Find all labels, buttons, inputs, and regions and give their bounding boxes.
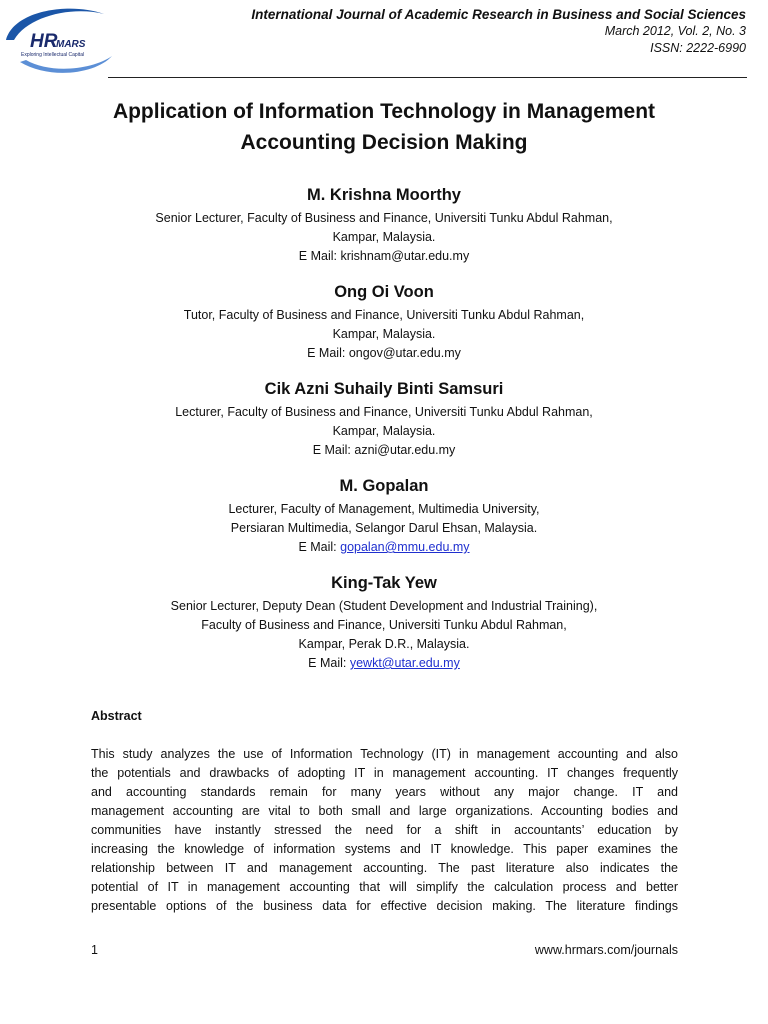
author-name: M. Gopalan [339,477,429,495]
author-block [40,475,728,557]
author-email: krishnam@utar.edu.my [340,249,470,263]
author-email-line [40,247,728,266]
author-affiliation-line: Tutor, Faculty of Business and Finance, Universiti Tunku Abdul Rahman, [183,308,585,322]
header-divider [108,77,747,78]
author-block [40,184,728,266]
abstract-line: increasing the knowledge of information systems and IT knowledge. This paper examines the [91,842,678,856]
author-email-line [40,654,728,673]
email-label: E Mail: [308,656,350,670]
abstract-line: management accounting are vital to both small and large organizations. Accounting bodies and [91,804,678,818]
author-affiliation-line: Kampar, Malaysia. [332,230,436,244]
journal-issue: March 2012, Vol. 2, No. 3 [604,24,746,38]
author-affiliation-line: Persiaran Multimedia, Selangor Darul Ehsan, Malaysia. [230,521,538,535]
abstract-line: potential of IT in management accounting that will simplify the calculation process and better [91,880,678,894]
author-name: King-Tak Yew [331,574,437,592]
author-affiliation-line: Kampar, Malaysia. [332,327,436,341]
author-name: M. Krishna Moorthy [306,186,461,204]
abstract-line: relationship between IT and management accounting. The past literature also indicates the [91,861,678,875]
author-block [40,572,728,673]
abstract-line: communities have instantly stressed the need for a shift in accountants’ education by [91,823,678,837]
author-list [40,184,728,688]
author-email-line [40,441,728,460]
author-affiliation-line: Faculty of Business and Finance, Universiti Tunku Abdul Rahman, [201,618,567,632]
journal-header [251,6,746,57]
journal-name: International Journal of Academic Research in Business and Social Sciences [251,7,746,22]
author-name: Ong Oi Voon [334,283,434,301]
abstract-line: This study analyzes the use of Information Technology (IT) in management accounting and also [91,747,678,761]
abstract-body [91,745,678,916]
author-email: azni@utar.edu.my [354,443,456,457]
author-email-link[interactable]: yewkt@utar.edu.my [349,656,460,670]
email-label: E Mail: [298,540,341,554]
email-label: E Mail: [298,249,341,263]
abstract-heading: Abstract [91,709,142,723]
title-line: Accounting Decision Making [240,131,528,154]
hrmars-logo [0,0,120,84]
author-email: ongov@utar.edu.my [348,346,461,360]
logo-tagline: Exploring Intellectual Capital [21,52,85,58]
abstract-line: presentable options of the business data for effective decision making. The literature findings [91,899,678,913]
author-affiliation-line: Lecturer, Faculty of Management, Multimedia University, [228,502,540,516]
page-number: 1 [91,943,98,957]
author-block [40,378,728,460]
abstract-line: and accounting standards remain for many years without any major change. IT and [91,785,678,799]
logo-brand-suffix: MARS [56,39,86,50]
logo-swoosh-bottom [20,56,112,73]
author-email-line [40,538,728,557]
title-line: Application of Information Technology in Management [112,100,656,123]
author-affiliation-line: Kampar, Perak D.R., Malaysia. [298,637,470,651]
email-label: E Mail: [307,346,349,360]
author-name: Cik Azni Suhaily Binti Samsuri [264,380,504,398]
author-email-link[interactable]: gopalan@mmu.edu.my [340,540,470,554]
author-email-line [40,344,728,363]
logo-brand-main: HR [30,31,58,52]
author-affiliation-line: Senior Lecturer, Faculty of Business and Finance, Universiti Tunku Abdul Rahman, [155,211,613,225]
hrmars-logo-graphic [0,0,120,84]
email-label: E Mail: [312,443,355,457]
paper-title [40,96,728,158]
author-affiliation-line: Kampar, Malaysia. [332,424,436,438]
author-affiliation-line: Senior Lecturer, Deputy Dean (Student Development and Industrial Training), [170,599,598,613]
abstract-line: the potentials and drawbacks of adopting IT in management accounting. IT changes frequently [91,766,678,780]
journal-issn: ISSN: 2222-6990 [650,41,746,55]
footer-url: www.hrmars.com/journals [534,943,678,957]
author-block [40,281,728,363]
author-affiliation-line: Lecturer, Faculty of Business and Finance, Universiti Tunku Abdul Rahman, [175,405,593,419]
